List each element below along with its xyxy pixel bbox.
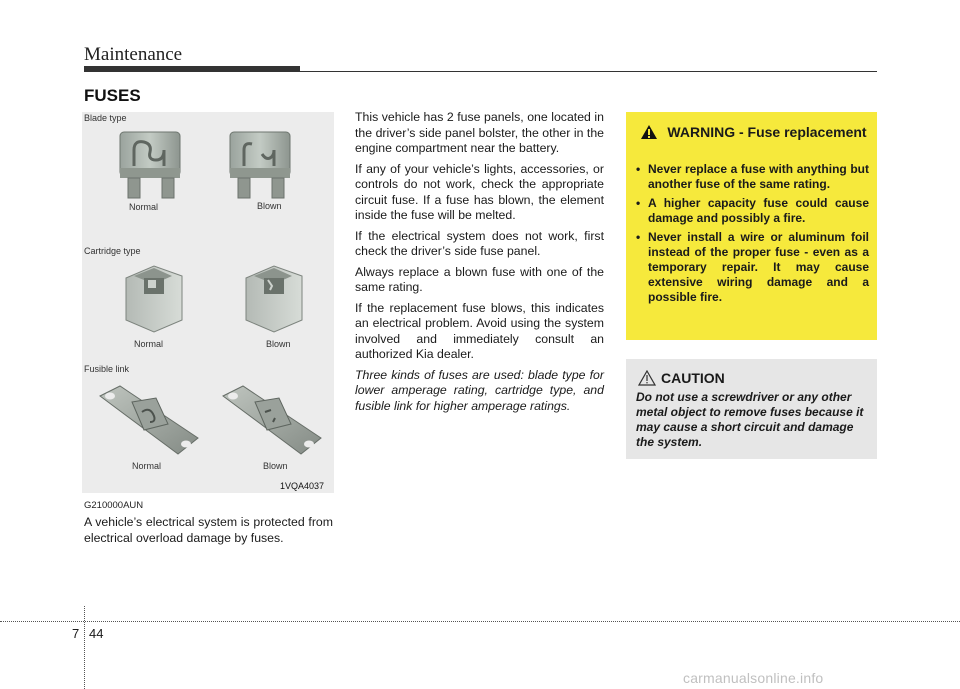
- section-code: G210000AUN: [84, 500, 144, 511]
- paragraph-check-fuse: If any of your vehicle’s lights, accessories, or controls do not work, check the appropriate circuit fuse. If a fuse has blown, the element inside the fuse will be melted.: [355, 161, 604, 222]
- caution-icon: [638, 370, 656, 386]
- caution-box: [626, 359, 877, 459]
- footer-divider: [84, 606, 85, 689]
- fusible-link-normal-icon: [94, 382, 204, 464]
- label-blown-cartridge: Blown: [266, 339, 291, 349]
- warning-icon: [640, 124, 658, 140]
- warning-list: [636, 162, 869, 309]
- label-normal-cartridge: Normal: [134, 339, 164, 349]
- label-blade-type: Blade type: [84, 113, 127, 123]
- paragraph-replace-rating: Always replace a blown fuse with one of the same rating.: [355, 264, 604, 294]
- watermark: carmanualsonline.info: [683, 670, 824, 686]
- blade-fuse-blown-icon: [226, 130, 296, 202]
- left-paragraph: [84, 515, 333, 551]
- caution-title: CAUTION: [661, 370, 725, 386]
- chapter-number: 7: [72, 626, 80, 641]
- paragraph-driver-panel: If the electrical system does not work, first check the driver’s side fuse panel.: [355, 228, 604, 258]
- cartridge-fuse-blown-icon: [240, 262, 308, 334]
- label-fusible-link: Fusible link: [84, 364, 130, 374]
- fuse-figure: [82, 112, 334, 493]
- label-normal-fusible: Normal: [132, 461, 162, 471]
- label-blown-fusible: Blown: [263, 461, 288, 471]
- warning-box: [626, 112, 877, 340]
- cartridge-fuse-normal-icon: [120, 262, 188, 334]
- fusible-link-blown-icon: [217, 382, 327, 464]
- header-bar: [84, 66, 300, 72]
- label-blown-blade: Blown: [257, 201, 282, 211]
- page-title: FUSES: [84, 86, 141, 105]
- header-rule: [300, 71, 877, 72]
- paragraph-replacement-blows: If the replacement fuse blows, this indicates an electrical problem. Avoid using the system involved and immediately consult an authorized Kia dealer.: [355, 300, 604, 361]
- blade-fuse-normal-icon: [116, 130, 186, 202]
- caution-text: Do not use a screwdriver or any other metal object to remove fuses because it may cause a short circuit and damage the system.: [636, 390, 864, 449]
- left-text: A vehicle’s electrical system is protected from electrical overload damage by fuses.: [84, 515, 333, 545]
- warning-title: WARNING - Fuse replacement: [667, 124, 867, 140]
- label-cartridge-type: Cartridge type: [84, 246, 141, 256]
- header-section-title: Maintenance: [84, 44, 183, 65]
- warning-item: • Never install a wire or aluminum foil instead of the proper fuse - even as a temporary repair. It may cause extensive wiring damage and a possible fire.: [636, 230, 869, 305]
- paragraph-fuse-kinds: Three kinds of fuses are used: blade type for lower amperage rating, cartridge type, and fusible link for higher amperage ratings.: [355, 367, 604, 413]
- paragraph-fuse-panels: This vehicle has 2 fuse panels, one located in the driver’s side panel bolster, the other in the engine compartment near the battery.: [355, 110, 604, 155]
- warning-item: • Never replace a fuse with anything but another fuse of the same rating.: [636, 162, 869, 192]
- page-number: 44: [89, 626, 104, 641]
- middle-column: [355, 110, 604, 419]
- footer-rule: [0, 621, 960, 622]
- label-normal-blade: Normal: [129, 202, 159, 212]
- figure-code: 1VQA4037: [280, 481, 325, 491]
- warning-item: • A higher capacity fuse could cause damage and possibly a fire.: [636, 196, 869, 226]
